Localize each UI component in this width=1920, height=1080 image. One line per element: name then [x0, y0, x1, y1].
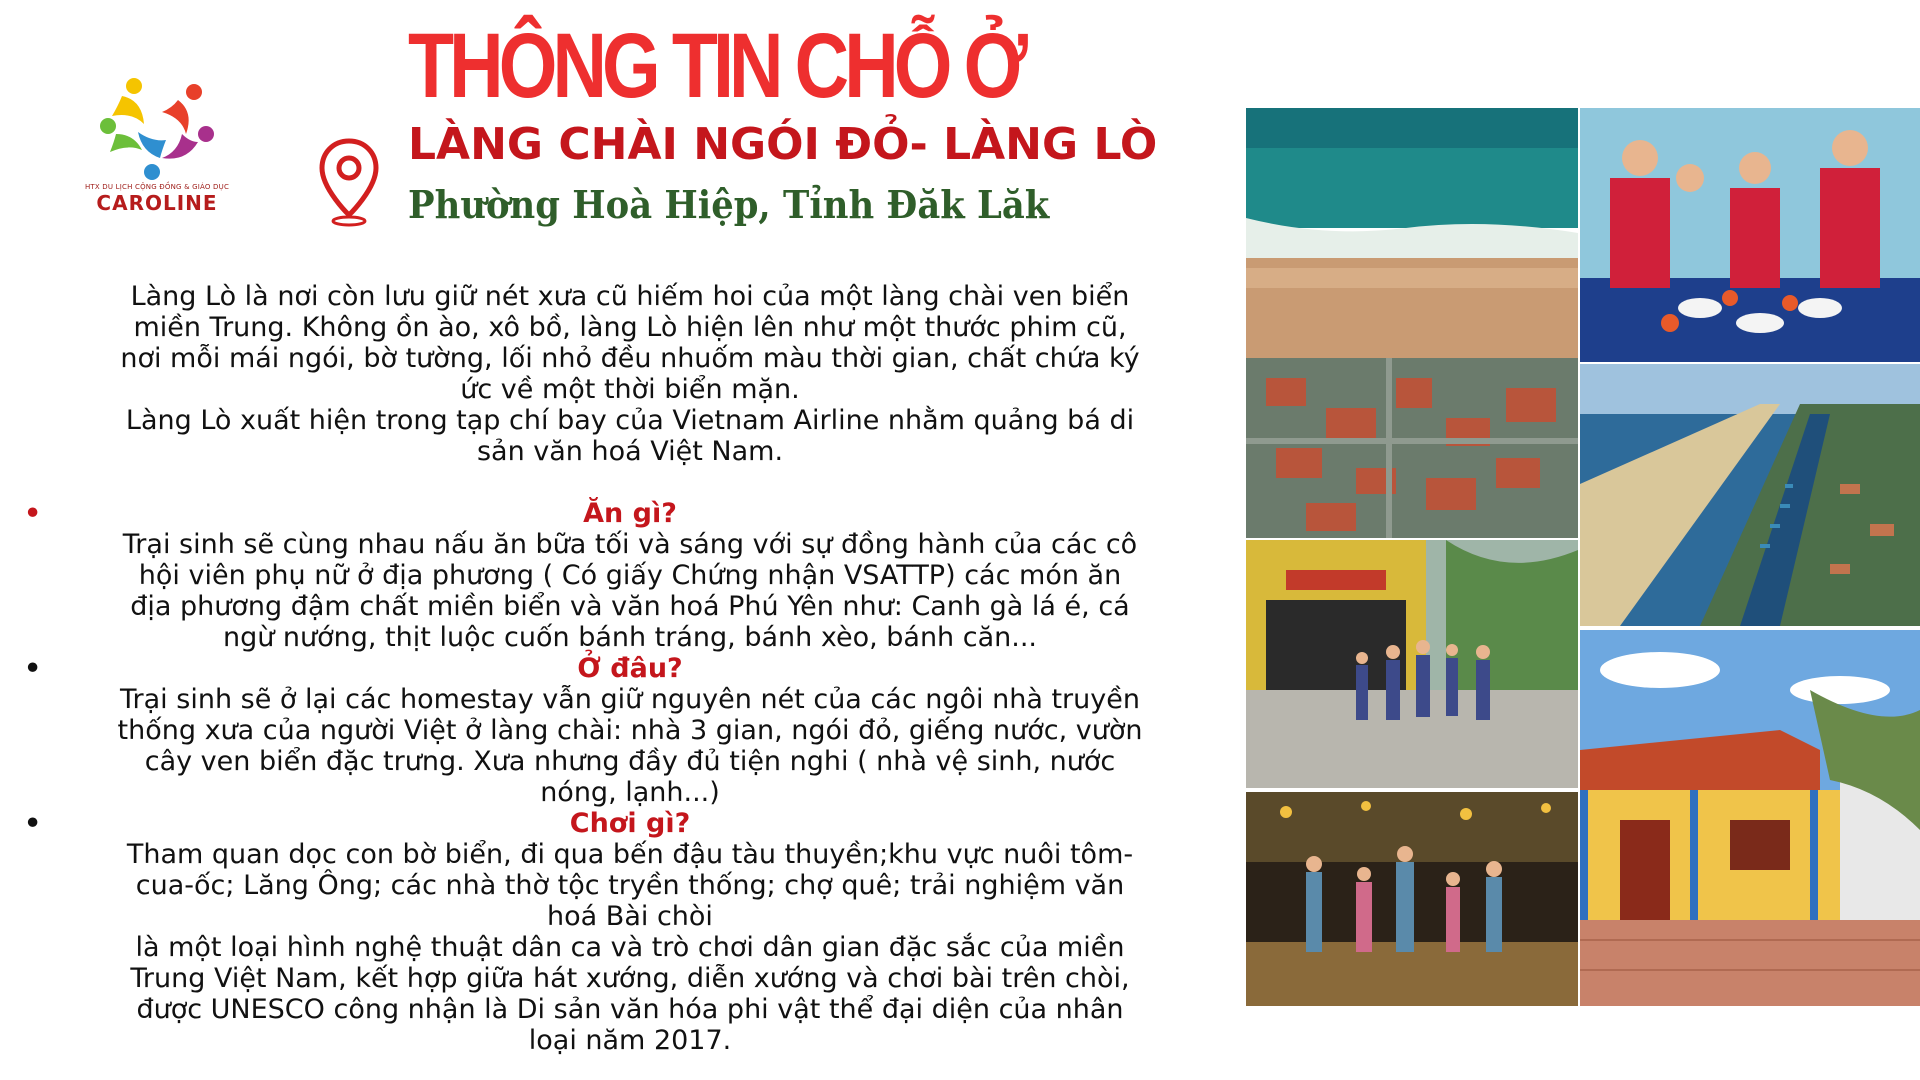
- section-line: địa phương đậm chất miền biển và văn hoá Phú Yên như: Canh gà lá é, cá: [130, 591, 1130, 622]
- intro-line: ức về một thời biển mặn.: [460, 374, 800, 405]
- section-line: cua-ốc; Lăng Ông; các nhà thờ tộc tryền thống; chợ quê; trải nghiệm văn: [135, 870, 1125, 901]
- people-circle-logo-icon: [82, 72, 232, 184]
- photo-collage: [1246, 108, 1920, 1006]
- section-line: nóng, lạnh...): [540, 777, 720, 808]
- section-line: được UNESCO công nhận là Di sản văn hóa phi vật thể đại diện của nhân: [136, 994, 1124, 1025]
- intro-line: Làng Lò là nơi còn lưu giữ nét xưa cũ hiếm hoi của một làng chài ven biển: [130, 281, 1130, 312]
- section-heading-play: [24, 808, 1230, 839]
- section-heading-eat: [24, 498, 1230, 529]
- yellow-homestay-photo: [1580, 630, 1920, 1006]
- section-line: là một loại hình nghệ thuật dân ca và trò chơi dân gian đặc sắc của miền: [135, 932, 1125, 963]
- bullet: •: [24, 653, 42, 684]
- section-line: loại năm 2017.: [528, 1025, 732, 1056]
- section-line: thống xưa của người Việt ở làng chài: nhà 3 gian, ngói đỏ, giếng nước, vườn: [117, 715, 1143, 746]
- page-title: THÔNG TIN CHỖ Ở: [408, 15, 1023, 117]
- section-line: cây ven biển đặc trưng. Xưa nhưng đầy đủ tiện nghi ( nhà vệ sinh, nước: [144, 746, 1116, 777]
- bullet: •: [24, 808, 42, 839]
- intro-line: nơi mỗi mái ngói, bờ tường, lối nhỏ đều nhuốm màu thời gian, chất chứa ký: [120, 343, 1140, 374]
- temple-gate-visitors-photo: [1246, 540, 1578, 788]
- heading-text: Ăn gì?: [583, 498, 677, 529]
- intro-line: sản văn hoá Việt Nam.: [476, 436, 784, 467]
- section-line: Tham quan dọc con bờ biển, đi qua bến đậu tàu thuyền;khu vực nuôi tôm-: [126, 839, 1134, 870]
- heading-text: Ở đâu?: [577, 653, 683, 684]
- section-heading-stay: [24, 653, 1230, 684]
- heading-text: Chơi gì?: [569, 808, 691, 839]
- village-name: LÀNG CHÀI NGÓI ĐỎ- LÀNG LÒ: [408, 119, 1158, 170]
- section-line: Trại sinh sẽ cùng nhau nấu ăn bữa tối và sáng với sự đồng hành của các cô: [122, 529, 1138, 560]
- intro-line: miền Trung. Không ồn ào, xô bồ, làng Lò hiện lên như một thước phim cũ,: [133, 312, 1127, 343]
- logo-tagline: HTX DU LỊCH CỘNG ĐỒNG & GIÁO DỤC: [84, 183, 230, 191]
- map-pin-icon: [318, 137, 380, 229]
- section-line: hội viên phụ nữ ở địa phương ( Có giấy Chứng nhận VSATTP) các món ăn: [138, 560, 1122, 591]
- coastline-boats-photo: [1580, 364, 1920, 626]
- logo-name: CAROLINE: [96, 191, 218, 215]
- section-line: Trại sinh sẽ ở lại các homestay vẫn giữ nguyên nét của các ngôi nhà truyền: [120, 684, 1140, 715]
- caroline-logo: [82, 72, 232, 222]
- aerial-beach-village-photo: [1246, 108, 1578, 538]
- cooking-women-photo: [1580, 108, 1920, 362]
- location-text: Phường Hoà Hiệp, Tỉnh Đăk Lăk: [408, 182, 1050, 227]
- bai-choi-night-festival-photo: [1246, 792, 1578, 1006]
- content-area: [24, 281, 1230, 1056]
- section-line: ngừ nướng, thịt luộc cuốn bánh tráng, bánh xèo, bánh căn...: [222, 622, 1038, 653]
- section-line: hoá Bài chòi: [547, 901, 713, 932]
- bullet: •: [24, 498, 42, 529]
- intro-line: Làng Lò xuất hiện trong tạp chí bay của Vietnam Airline nhằm quảng bá di: [125, 405, 1135, 436]
- section-line: Trung Việt Nam, kết hợp giữa hát xướng, diễn xướng và chơi bài trên chòi,: [130, 963, 1130, 994]
